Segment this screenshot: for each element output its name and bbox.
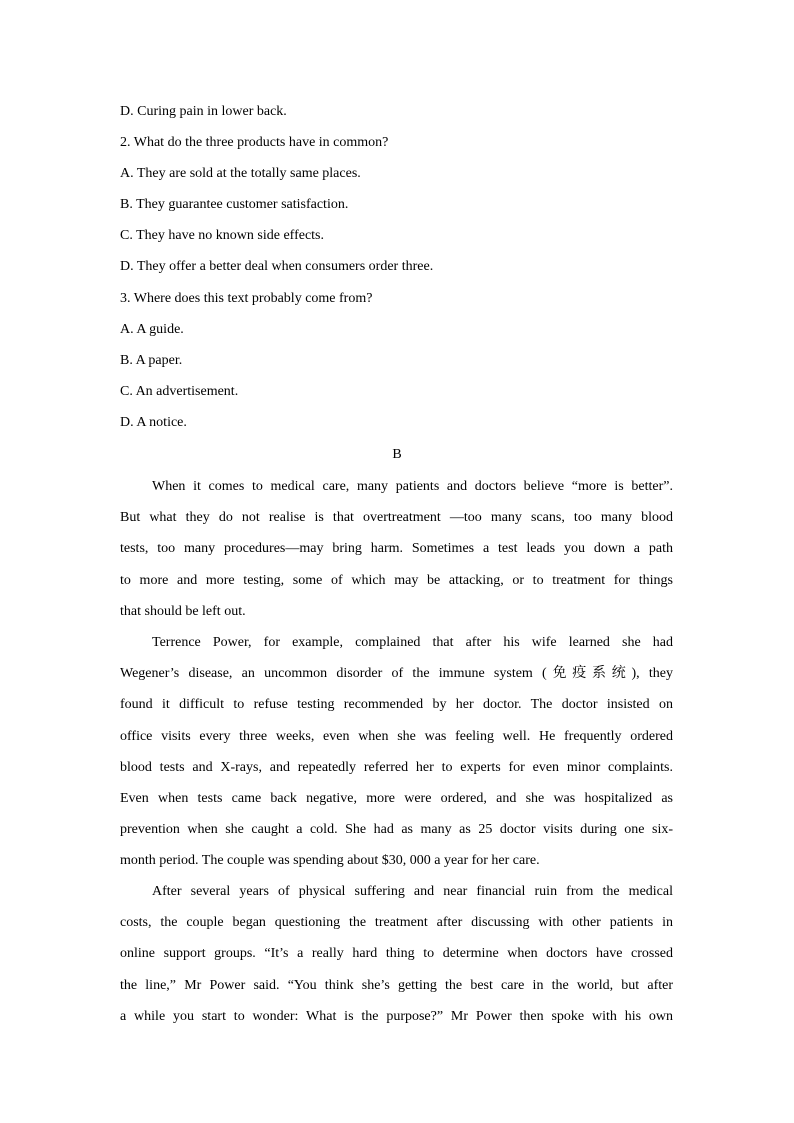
paragraph-line: prevention when she caught a cold. She had as many as 25 doctor visits during one six- [120,822,673,838]
paragraph-line: When it comes to medical care, many patients and doctors believe “more is better”. [152,479,673,494]
q2-stem: 2. What do the three products have in common? [120,135,389,150]
paragraph-line: found it difficult to refuse testing recommended by her doctor. The doctor insisted on [120,697,673,713]
q1-option-d: D. Curing pain in lower back. [120,104,287,119]
q3-option-c: C. An advertisement. [120,384,239,399]
paragraph-1 [120,478,673,634]
paragraph-line: tests, too many procedures—may bring harm. Sometimes a test leads you down a path [120,541,673,557]
paragraph-2 [120,634,673,884]
q2-option-c: C. They have no known side effects. [120,228,324,243]
paragraph-line: costs, the couple began questioning the treatment after discussing with other patients in [120,915,673,931]
q2-option-b: B. They guarantee customer satisfaction. [120,197,349,212]
q3-option-b: B. A paper. [120,353,183,368]
q3-stem: 3. Where does this text probably come from? [120,291,373,306]
paragraph-line: month period. The couple was spending about $30, 000 a year for her care. [120,853,540,869]
q3-option-d: D. A notice. [120,415,187,430]
paragraph-line: Terrence Power, for example, complained that after his wife learned she had [152,635,673,650]
paragraph-line: blood tests and X-rays, and repeatedly referred her to experts for even minor complaints. [120,759,673,775]
q2-option-a: A. They are sold at the totally same places. [120,166,361,181]
paragraph-line: a while you start to wonder: What is the purpose?” Mr Power then spoke with his own [120,1008,673,1024]
paragraph-line: office visits every three weeks, even when she was feeling well. He frequently ordered [120,728,673,744]
q2-option-d: D. They offer a better deal when consumers order three. [120,259,434,274]
paragraph-line: online support groups. “It’s a really hard thing to determine when doctors have crossed [120,946,673,962]
paragraph-line: Even when tests came back negative, more were ordered, and she was hospitalized as [120,790,673,806]
passage-heading: B [392,447,402,462]
paragraph-line: the line,” Mr Power said. “You think she’s getting the best care in the world, but after [120,977,673,993]
q3-option-a: A. A guide. [120,322,184,337]
paragraph-3 [120,883,673,1039]
paragraph-line: But what they do not realise is that overtreatment —too many scans, too many blood [120,510,673,526]
paragraph-line: Wegener’s disease, an uncommon disorder of the immune system (免疫系统), they [120,666,673,682]
paragraph-line: After several years of physical suffering and near financial ruin from the medical [152,884,673,899]
paragraph-line: to more and more testing, some of which may be attacking, or to treatment for things [120,572,673,588]
paragraph-line: that should be left out. [120,603,246,619]
